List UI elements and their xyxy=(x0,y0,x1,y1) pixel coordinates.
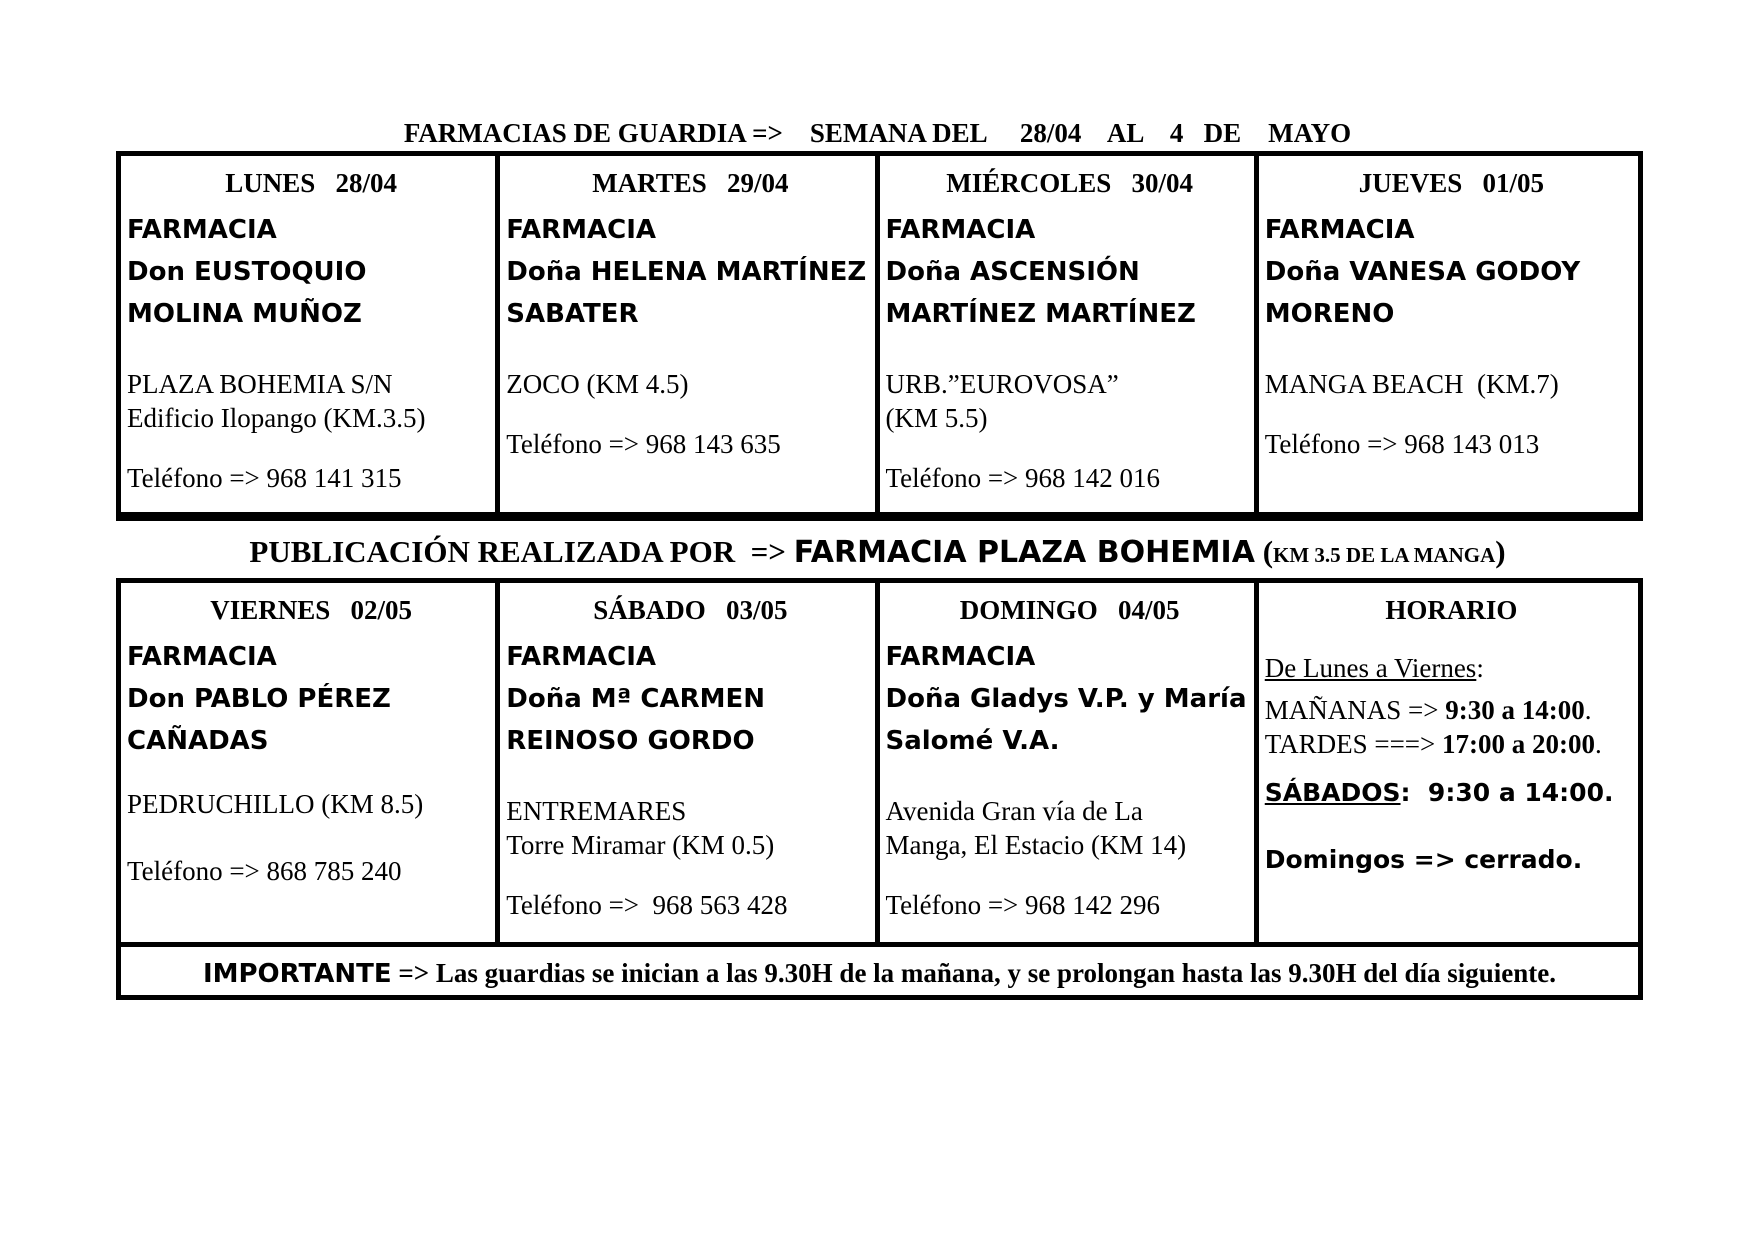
pharmacy-name-line: FARMACIA xyxy=(885,215,1036,245)
publication-location: KM 3.5 DE LA MANGA xyxy=(1273,543,1496,567)
important-notice xyxy=(121,947,1638,1000)
pharmacy-name-line: FARMACIA xyxy=(506,215,657,245)
page-title: FARMACIAS DE GUARDIA => SEMANA DEL 28/04 AL 4 DE MAYO xyxy=(403,118,1352,148)
week2-row xyxy=(121,583,1638,947)
weekday-colon: : xyxy=(1476,653,1484,683)
weekday-schedule-label xyxy=(1265,651,1638,685)
saturday-label: SÁBADOS xyxy=(1264,778,1401,807)
afternoon-label: TARDES ===> xyxy=(1264,729,1443,759)
afternoon-schedule xyxy=(1265,727,1638,761)
pharmacy-name-line: MOLINA MUÑOZ xyxy=(127,299,362,329)
pharmacy-address-line: PLAZA BOHEMIA S/N xyxy=(127,369,393,399)
pharmacy-address-line: ZOCO (KM 4.5) xyxy=(506,369,689,399)
pharmacy-name-line: FARMACIA xyxy=(127,215,277,245)
pharmacy-name-line: Doña Gladys V.P. y María xyxy=(885,684,1247,714)
week2-table xyxy=(116,578,1643,1000)
day-cell-domingo xyxy=(880,583,1259,942)
week1-table xyxy=(116,151,1643,521)
day-cell-lunes xyxy=(121,156,500,512)
pharmacy-name-line: Doña ASCENSIÓN xyxy=(885,257,1140,287)
day-header: MARTES 29/04 xyxy=(592,168,789,198)
pharmacy-address-line: (KM 5.5) xyxy=(885,403,988,433)
morning-schedule xyxy=(1265,693,1638,727)
afternoon-time: 17:00 a 20:00 xyxy=(1442,729,1595,759)
pharmacy-name-line: CAÑADAS xyxy=(127,726,269,756)
week1-row xyxy=(121,156,1638,512)
day-header: DOMINGO 04/05 xyxy=(959,595,1180,625)
pharmacy-address-line: Avenida Gran vía de La xyxy=(885,796,1143,826)
pharmacy-address-line: ENTREMARES xyxy=(506,796,687,826)
pharmacy-name-line: FARMACIA xyxy=(506,642,657,672)
pharmacy-name-line: Doña VANESA GODOY xyxy=(1264,257,1581,287)
day-cell-martes xyxy=(500,156,879,512)
pharmacy-name-line: FARMACIA xyxy=(1264,215,1415,245)
afternoon-dot: . xyxy=(1595,729,1602,759)
sunday-schedule: Domingos => cerrado. xyxy=(1264,845,1583,874)
day-header: JUEVES 01/05 xyxy=(1358,168,1545,198)
important-label: IMPORTANTE xyxy=(202,958,392,989)
day-cell-viernes xyxy=(121,583,500,942)
pharmacy-name-line: MARTÍNEZ MARTÍNEZ xyxy=(885,299,1196,329)
pharmacy-name-line: MORENO xyxy=(1264,299,1395,329)
pharmacy-name-line: SABATER xyxy=(506,299,639,329)
day-header: VIERNES 02/05 xyxy=(210,595,413,625)
pharmacy-phone: Teléfono => 868 785 240 xyxy=(127,856,402,886)
pharmacy-phone: Teléfono => 968 143 013 xyxy=(1264,429,1540,459)
day-header: LUNES 28/04 xyxy=(225,168,398,198)
day-cell-sabado xyxy=(500,583,879,942)
weekday-label: De Lunes a Viernes xyxy=(1264,653,1477,683)
pharmacy-name-line: Doña HELENA MARTÍNEZ xyxy=(506,257,867,287)
saturday-time: : 9:30 a 14:00. xyxy=(1400,778,1614,807)
pharmacy-name-line: REINOSO GORDO xyxy=(506,726,755,756)
pharmacy-address-line: MANGA BEACH (KM.7) xyxy=(1264,369,1559,399)
pharmacy-name-line: FARMACIA xyxy=(885,642,1036,672)
pharmacy-address-line: URB.”EUROVOSA” xyxy=(885,369,1119,399)
pharmacy-name-line: Don EUSTOQUIO xyxy=(127,257,367,287)
important-text: => Las guardias se inician a las 9.30H de la mañana, y se prolongan hasta las 9.30H del día siguiente. xyxy=(391,958,1557,988)
day-cell-jueves xyxy=(1259,156,1638,512)
day-header: SÁBADO 03/05 xyxy=(593,595,788,625)
pharmacy-phone: Teléfono => 968 563 428 xyxy=(506,890,788,920)
pharmacy-phone: Teléfono => 968 143 635 xyxy=(506,429,781,459)
horario-cell xyxy=(1259,583,1638,942)
pharmacy-name-line: FARMACIA xyxy=(127,642,277,672)
morning-label: MAÑANAS => xyxy=(1264,695,1446,725)
day-header: MIÉRCOLES 30/04 xyxy=(946,168,1194,198)
pharmacy-phone: Teléfono => 968 142 296 xyxy=(885,890,1161,920)
morning-dot: . xyxy=(1584,695,1592,725)
pharmacy-address-line: Torre Miramar (KM 0.5) xyxy=(506,830,775,860)
pharmacy-name-line: Don PABLO PÉREZ xyxy=(127,684,391,714)
pharmacy-address-line: Manga, El Estacio (KM 14) xyxy=(885,830,1187,860)
publication-paren-open: ( xyxy=(1254,534,1274,569)
publication-pharmacy: FARMACIA PLAZA BOHEMIA xyxy=(793,535,1255,570)
pharmacy-address-line: Edificio Ilopango (KM.3.5) xyxy=(127,403,426,433)
publication-line xyxy=(0,534,1755,570)
publication-prefix: PUBLICACIÓN REALIZADA POR => xyxy=(249,534,794,569)
morning-time: 9:30 a 14:00 xyxy=(1445,695,1585,725)
pharmacy-address-line: PEDRUCHILLO (KM 8.5) xyxy=(127,789,424,819)
horario-header: HORARIO xyxy=(1385,595,1518,625)
pharmacy-name-line: Salomé V.A. xyxy=(885,726,1060,756)
publication-paren-close: ) xyxy=(1495,534,1506,569)
pharmacy-phone: Teléfono => 968 141 315 xyxy=(127,463,402,493)
day-cell-miercoles xyxy=(880,156,1259,512)
pharmacy-name-line: Doña Mª CARMEN xyxy=(506,684,766,714)
pharmacy-phone: Teléfono => 968 142 016 xyxy=(885,463,1161,493)
saturday-schedule xyxy=(1265,778,1638,807)
